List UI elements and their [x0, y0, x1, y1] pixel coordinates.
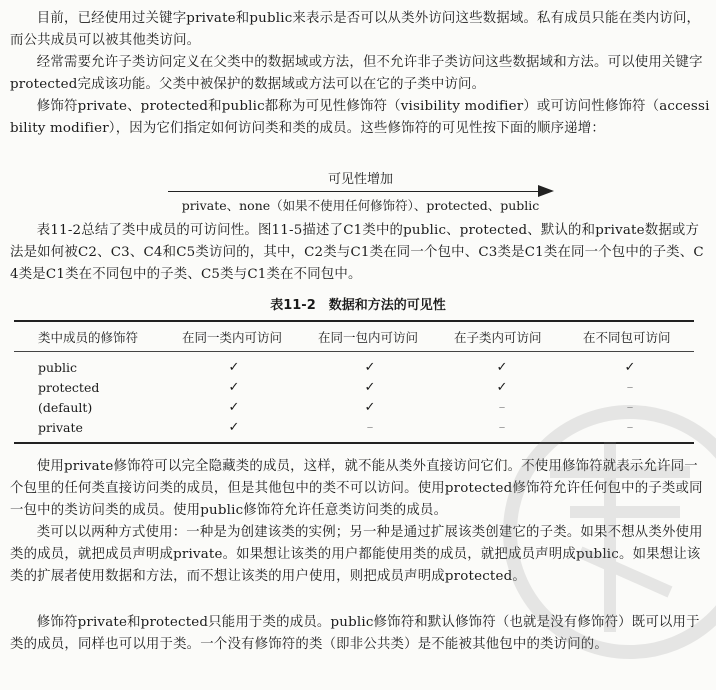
check-icon: ✓ [364, 360, 376, 375]
check-icon: ✓ [624, 360, 636, 375]
row-modifier: (default) [38, 400, 93, 415]
header-modifier: 类中成员的修饰符 [38, 330, 139, 345]
header-subclass: 在子类内可访问 [454, 330, 542, 345]
header-same-class: 在同一类内可访问 [182, 330, 283, 345]
visibility-order-list: private、none（如果不使用任何修饰符）、protected、public [181, 198, 540, 213]
row-modifier: protected [38, 380, 100, 395]
dash-icon: – [498, 400, 506, 415]
paragraph-7: 修饰符private和protected只能用于类的成员。public修饰符和默认修饰符（也就是没有修饰符）既可以用于类的成员，同样也可以用于类。一个没有修饰符的类（即非公共类）是不能被其他包中的类访问的。 [10, 615, 700, 652]
table-header-rule [14, 351, 694, 352]
check-icon: ✓ [364, 380, 376, 395]
header-different-package: 在不同包可访问 [583, 330, 671, 345]
dash-icon: – [626, 400, 634, 415]
dash-icon: – [626, 380, 634, 395]
table-top-rule [14, 320, 694, 322]
dash-icon: – [498, 420, 506, 435]
visibility-order-diagram [168, 168, 553, 214]
check-icon: ✓ [228, 360, 240, 375]
paragraph-2: 经常需要允许子类访问定义在父类中的数据域或方法，但不允许非子类访问这些数据域和方法。可以使用关键字protected完成该功能。父类中被保护的数据域或方法可以在它的子类中访问。 [10, 55, 703, 92]
row-modifier: private [38, 420, 83, 435]
check-icon: ✓ [228, 400, 240, 415]
paragraph-1: 目前，已经使用过关键字private和public来表示是否可以从类外访问这些数据域。私有成员只能在类内访问，而公共成员可以被其他类访问。 [10, 11, 701, 48]
row-modifier: public [38, 360, 78, 375]
dash-icon: – [366, 420, 374, 435]
arrow-line [168, 191, 540, 192]
check-icon: ✓ [228, 380, 240, 395]
paragraph-4: 表11-2总结了类中成员的可访问性。图11-5描述了C1类中的public、protected、默认的和private数据或方法是如何被C2、C3、C4和C5类访问的，其中，C2类与C1类在同一个包中、C3类是C1类在同一个包中的子类、C4类是C1类在不同包中的子类、C5类与C1类在不同包中。 [10, 223, 704, 282]
check-icon: ✓ [364, 400, 376, 415]
paragraph-6: 类可以以两种方式使用：一种是为创建该类的实例；另一种是通过扩展该类创建它的子类。如果不想从类外使用类的成员，就把成员声明成private。如果想让该类的用户都能使用类的成员，就把成员声明成public。如果想让该类的扩展者使用数据和方法，而不想让该类的用户使用，则把成员声明成protected。 [10, 525, 703, 584]
visibility-increase-label: 可见性增加 [327, 172, 393, 187]
paragraph-3: 修饰符private、protected和public都称为可见性修饰符（visibility modifier）或可访问性修饰符（accessibility modifier），因为它们指定如何访问类和类的成员。这些修饰符的可见性按下面的顺序递增： [10, 99, 710, 136]
check-icon: ✓ [496, 380, 508, 395]
dash-icon: – [626, 420, 634, 435]
watermark-seal-icon [490, 382, 716, 682]
paragraph-5: 使用private修饰符可以完全隐藏类的成员，这样，就不能从类外直接访问它们。不使用修饰符就表示允许同一个包里的任何类直接访问类的成员，但是其他包中的类不可以访问。使用protected修饰符允许任何包中的子类或同一包中的类访问类的成员。使用public修饰符允许任意类访问类的成员。 [10, 459, 703, 518]
header-same-package: 在同一包内可访问 [318, 330, 419, 345]
check-icon: ✓ [228, 420, 240, 435]
check-icon: ✓ [496, 360, 508, 375]
table-title: 表11-2 数据和方法的可见性 [270, 298, 446, 313]
